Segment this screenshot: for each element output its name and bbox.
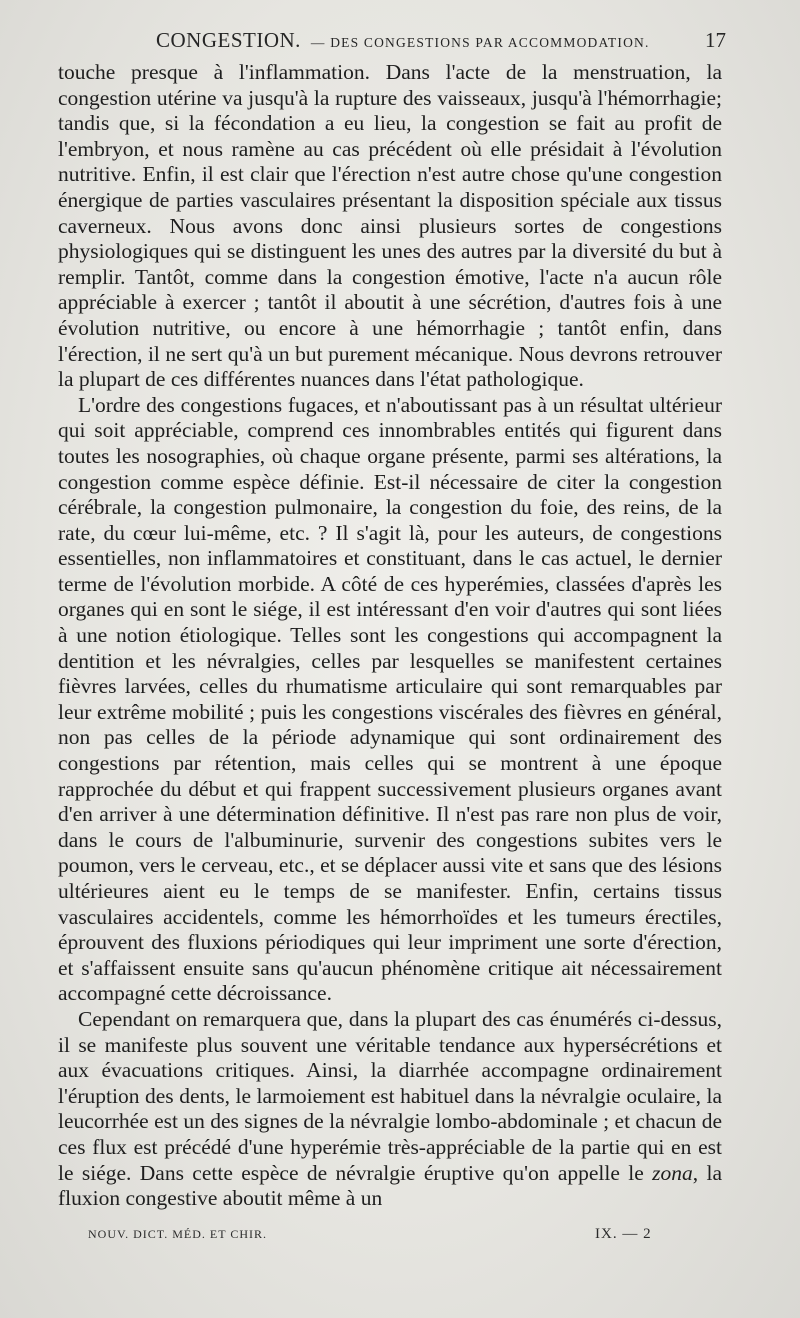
paragraph-cependant-tail: , la fluxion congestive aboutit même à un — [58, 1160, 722, 1211]
page-footer — [88, 1226, 720, 1243]
footer-sheet-mark: IX. — 2 — [595, 1226, 652, 1242]
paragraph-cependant — [58, 1007, 722, 1212]
paragraph-cependant-text: Cependant on remarquera que, dans la plupart des cas énumérés ci-dessus, il se manifeste plus souvent une véritable tendance aux hypersécrétions et aux évacuations critiques. Ainsi, la diarrhée accompagne ordinairement l'éruption des dents, le larmoiement est habituel dans la névralgie oculaire, la leucorrhée est un des signes de la névralgie lombo-abdominale ; et chacun de ces flux est précédé d'une hyperémie très-appréciable de la partie qui en est le siége. Dans cette espèce de névralgie éruptive qu'on appelle le — [58, 1006, 722, 1185]
page-number: 17 — [705, 28, 726, 52]
italic-term-zona: zona — [652, 1160, 693, 1185]
paragraph-ordre-des-congestions: L'ordre des congestions fugaces, et n'aboutissant pas à un résultat ultérieur qui soit appréciable, comprend ces innombrables entités qui figurent dans toutes les nosographies, où chaque organe présente, parmi ses altérations, la congestion comme espèce définie. Est-il nécessaire de citer la congestion cérébrale, la congestion pulmonaire, la congestion du foie, des reins, de la rate, du cœur lui-même, etc. ? Il s'agit là, pour les auteurs, de congestions essentielles, non inflammatoires et constituant, dans le cas actuel, le dernier terme de l'évolution morbide. A côté de ces hyperémies, classées d'après les organes qui en sont le siége, il est intéressant d'en voir d'autres qui sont liées à une notion étiologique. Telles sont les congestions qui accompagnent la dentition et les névralgies, celles par lesquelles se manifestent certaines fièvres larvées, celles du rhumatisme articulaire qui sont remarquables par leur extrême mobilité ; puis les congestions viscérales des fièvres en général, non pas celles de la période adynamique qui sont ordinairement des congestions par rétention, mais celles qui se montrent à une époque rapprochée du début et qui frappent successivement plusieurs organes avant d'en arriver à une détermination définitive. Il n'est pas rare non plus de voir, dans le cours de l'albuminurie, survenir des congestions subites vers le poumon, vers le cerveau, etc., et se déplacer aussi vite et sans que des lésions ultérieures aient eu le temps de se manifester. Enfin, certains tissus vasculaires accidentels, comme les hémorrhoïdes et les tumeurs érectiles, éprouvent des fluxions périodiques qui leur impriment une sorte d'érection, et s'affaissent ensuite sans qu'aucun phénomène critique ait nécessairement accompagné cette décroissance. — [58, 392, 722, 1006]
running-head — [58, 28, 726, 56]
paragraph-continued: touche presque à l'inflammation. Dans l'acte de la menstruation, la congestion utérine va jusqu'à la rupture des vaisseaux, jusqu'à l'hémorrhagie; tandis que, si la fécondation a eu lieu, la congestion se fait au profit de l'embryon, et nous ramène au cas précédent où elle présidait à l'évolution nutritive. Enfin, il est clair que l'érection n'est autre chose qu'une congestion énergique de parties vasculaires présentant la disposition spéciale aux tissus caverneux. Nous avons donc ainsi plusieurs sortes de congestions physiologiques qui se distinguent les unes des autres par la diversité du but à remplir. Tantôt, comme dans la congestion émotive, l'acte n'a aucun rôle appréciable à exercer ; tantôt il aboutit à une sécrétion, d'autres fois à une évolution nutritive, ou encore à une hémorrhagie ; tantôt enfin, dans l'érection, il ne sert qu'à un but purement mécanique. Nous devrons retrouver la plupart de ces différentes nuances dans l'état pathologique. — [58, 60, 722, 392]
footer-signature: NOUV. DICT. MÉD. ET CHIR. — [88, 1227, 268, 1241]
running-head-title: CONGESTION. — [156, 28, 301, 52]
running-head-subtitle: — DES CONGESTIONS PAR ACCOMMODATION. — [310, 35, 650, 50]
body-text — [58, 60, 722, 1212]
